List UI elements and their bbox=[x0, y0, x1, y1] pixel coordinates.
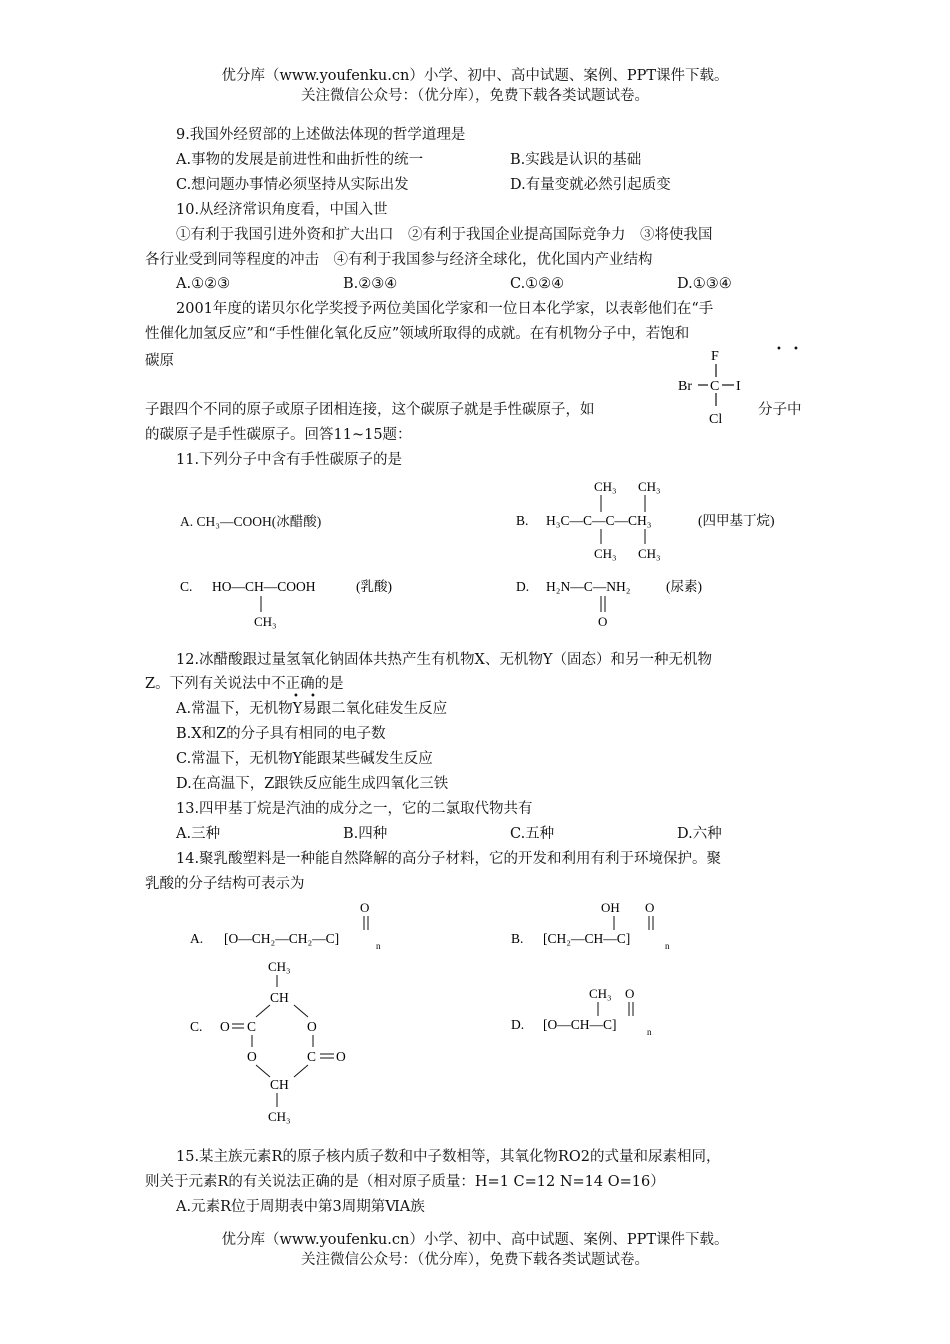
q11-c-main-chain: HO—CH—COOH bbox=[212, 579, 316, 594]
q11-b-main-chain: H₃C—C—C—CH₃ bbox=[546, 513, 652, 528]
q11-c-name: (乳酸) bbox=[356, 579, 392, 594]
q14-c-label: C. bbox=[190, 1019, 203, 1034]
atom-cl: Cl bbox=[709, 412, 723, 427]
q13-option-a: A.三种 bbox=[176, 826, 221, 842]
ring-carbonyl-c: C bbox=[307, 1049, 317, 1064]
passage-line-2: 性催化加氢反应”和“手性催化氧化反应”领域所取得的成就。在有机物分子中，若饱和 bbox=[145, 326, 690, 342]
methyl-label: CH₃ bbox=[638, 546, 661, 561]
q14-option-b-structure bbox=[505, 896, 745, 958]
q14-option-c-lactide-ring bbox=[180, 955, 380, 1127]
header-line-2: 关注微信公众号：（优分库），免费下载各类试题试卷。 bbox=[301, 88, 649, 104]
q11-option-d-structure bbox=[510, 572, 760, 630]
q15-stem-line-2: 则关于元素R的有关说法正确的是（相对原子质量：H=1 C=12 N=14 O=16） bbox=[145, 1174, 665, 1190]
q11-option-a bbox=[180, 510, 321, 530]
q12-stem-line-1: 12.冰醋酸跟过量氢氧化钠固体共热产生有机物X、无机物Y（固态）和另一种无机物 bbox=[176, 652, 712, 668]
passage-line-4b: 分子中 bbox=[758, 402, 802, 418]
bromochlorofluoroiodomethane-structure bbox=[672, 343, 762, 433]
q14-d-label: D. bbox=[511, 1017, 525, 1032]
passage-line-5: 的碳原子是手性碳原子。回答11~15题： bbox=[145, 427, 412, 443]
oxygen-label: O bbox=[598, 614, 608, 629]
atom-br: Br bbox=[678, 379, 692, 394]
methyl-label: CH₃ bbox=[594, 479, 617, 494]
q14-a-label: A. bbox=[190, 931, 204, 946]
q10-items-line-1: ①有利于我国引进外资和扩大出口 ②有利于我国企业提高国际竞争力 ③将使我国 bbox=[176, 227, 713, 243]
header-line-1: 优分库（www.youfenku.cn）小学、初中、高中试题、案例、PPT课件下载。 bbox=[221, 68, 729, 84]
q9-option-d: D.有量变就必然引起质变 bbox=[510, 177, 671, 193]
ring-oxygen: O bbox=[247, 1049, 257, 1064]
oxygen-label: O bbox=[625, 986, 635, 1001]
q10-option-d: D.①③④ bbox=[677, 276, 732, 292]
ring-oxygen: O bbox=[307, 1019, 317, 1034]
ring-ch-top: CH bbox=[270, 990, 289, 1005]
q14-stem-line-1: 14.聚乳酸塑料是一种能自然降解的高分子材料，它的开发和利用有利于环境保护。聚 bbox=[176, 851, 722, 867]
q15-stem-line-1: 15.某主族元素R的原子核内质子数和中子数相等，其氧化物RO2的式量和尿素相同， bbox=[176, 1149, 721, 1165]
methyl-label: CH₃ bbox=[594, 546, 617, 561]
q15-option-a: A.元素R位于周期表中第3周期第ⅥA族 bbox=[176, 1199, 425, 1215]
q9-stem: 9.我国外经贸部的上述做法体现的哲学道理是 bbox=[176, 127, 466, 143]
q12-option-b: B.X和Z的分子具有相同的电子数 bbox=[176, 726, 386, 742]
methyl-label: CH₃ bbox=[638, 479, 661, 494]
subscript-n: n bbox=[647, 1027, 652, 1037]
q13-option-d: D.六种 bbox=[677, 826, 722, 842]
methyl-label: CH₃ bbox=[268, 959, 291, 974]
q11-b-name: (四甲基丁烷) bbox=[698, 513, 775, 528]
hydroxyl-label: OH bbox=[601, 900, 620, 915]
q13-option-c: C.五种 bbox=[510, 826, 555, 842]
q11-d-label: D. bbox=[516, 579, 530, 594]
passage-line-1: 2001年度的诺贝尔化学奖授予两位美国化学家和一位日本化学家，以表彰他们在“手 bbox=[176, 301, 714, 317]
ring-ch-bottom: CH bbox=[270, 1077, 289, 1092]
emphasis-dot: • bbox=[793, 344, 799, 355]
atom-i: I bbox=[736, 379, 741, 394]
q9-option-c: C.想问题办事情必须坚持从实际出发 bbox=[176, 177, 409, 193]
q11-option-c-structure bbox=[170, 572, 470, 630]
q13-stem: 13.四甲基丁烷是汽油的成分之一，它的二氯取代物共有 bbox=[176, 801, 533, 817]
methyl-label: CH₃ bbox=[254, 614, 277, 629]
q11-b-label: B. bbox=[516, 513, 529, 528]
q10-option-a: A.①②③ bbox=[176, 276, 231, 292]
q12-stem-line-2: Z。下列有关说法中不正确的是 bbox=[145, 676, 344, 692]
q9-option-a: A.事物的发展是前进性和曲折性的统一 bbox=[176, 152, 424, 168]
q12-option-a: A.常温下，无机物Y易跟二氧化硅发生反应 bbox=[176, 701, 448, 717]
q10-items-line-2: 各行业受到同等程度的冲击 ④有利于我国参与经济全球化，优化国内产业结构 bbox=[145, 252, 653, 268]
q13-option-b: B.四种 bbox=[343, 826, 388, 842]
q11-d-name: (尿素) bbox=[666, 579, 702, 594]
q12-option-d: D.在高温下，Z跟铁反应能生成四氧化三铁 bbox=[176, 776, 449, 792]
q11-c-label: C. bbox=[180, 579, 193, 594]
q14-d-repeat-unit: [O—CH—C] bbox=[543, 1017, 617, 1032]
q11-option-b-structure bbox=[510, 474, 830, 566]
q14-b-label: B. bbox=[511, 931, 524, 946]
emphasis-dot: • bbox=[293, 691, 299, 702]
q14-stem-line-2: 乳酸的分子结构可表示为 bbox=[145, 876, 305, 892]
footer-line-1: 优分库（www.youfenku.cn）小学、初中、高中试题、案例、PPT课件下载。 bbox=[221, 1232, 729, 1248]
q9-option-b: B.实践是认识的基础 bbox=[510, 152, 642, 168]
atom-f: F bbox=[711, 349, 719, 364]
emphasis-dot: • bbox=[776, 344, 782, 355]
oxygen-label: O bbox=[645, 900, 655, 915]
q11-d-main-chain: H₂N—C—NH₂ bbox=[546, 579, 631, 594]
q14-option-a-structure bbox=[180, 896, 420, 958]
subscript-n: n bbox=[376, 941, 381, 951]
q10-option-c: C.①②④ bbox=[510, 276, 565, 292]
footer-line-2: 关注微信公众号：（优分库），免费下载各类试题试卷。 bbox=[301, 1252, 649, 1268]
methyl-label: CH₃ bbox=[268, 1109, 291, 1124]
passage-line-3: 碳原 bbox=[145, 353, 174, 369]
ring-carbonyl-c: C bbox=[247, 1019, 257, 1034]
methyl-label: CH₃ bbox=[589, 986, 612, 1001]
q10-stem: 10.从经济常识角度看，中国入世 bbox=[176, 202, 388, 218]
oxygen-label: O bbox=[220, 1019, 230, 1034]
atom-c: C bbox=[710, 379, 720, 394]
q14-a-repeat-unit: [O—CH₂—CH₂—C] bbox=[224, 931, 340, 946]
oxygen-label: O bbox=[336, 1049, 346, 1064]
q11-a-formula: CH₃—COOH(冰醋酸) bbox=[196, 514, 322, 529]
q14-b-repeat-unit: [CH₂—CH—C] bbox=[543, 931, 631, 946]
q11-a-label: A. bbox=[180, 514, 194, 529]
oxygen-label: O bbox=[360, 900, 370, 915]
q12-option-c: C.常温下，无机物Y能跟某些碱发生反应 bbox=[176, 751, 433, 767]
q10-option-b: B.②③④ bbox=[343, 276, 398, 292]
q14-option-d-structure bbox=[505, 982, 745, 1044]
passage-line-4a: 子跟四个不同的原子或原子团相连接，这个碳原子就是手性碳原子，如 bbox=[145, 402, 595, 418]
emphasis-dot: • bbox=[310, 691, 316, 702]
q11-stem: 11.下列分子中含有手性碳原子的是 bbox=[176, 452, 403, 468]
subscript-n: n bbox=[665, 941, 670, 951]
